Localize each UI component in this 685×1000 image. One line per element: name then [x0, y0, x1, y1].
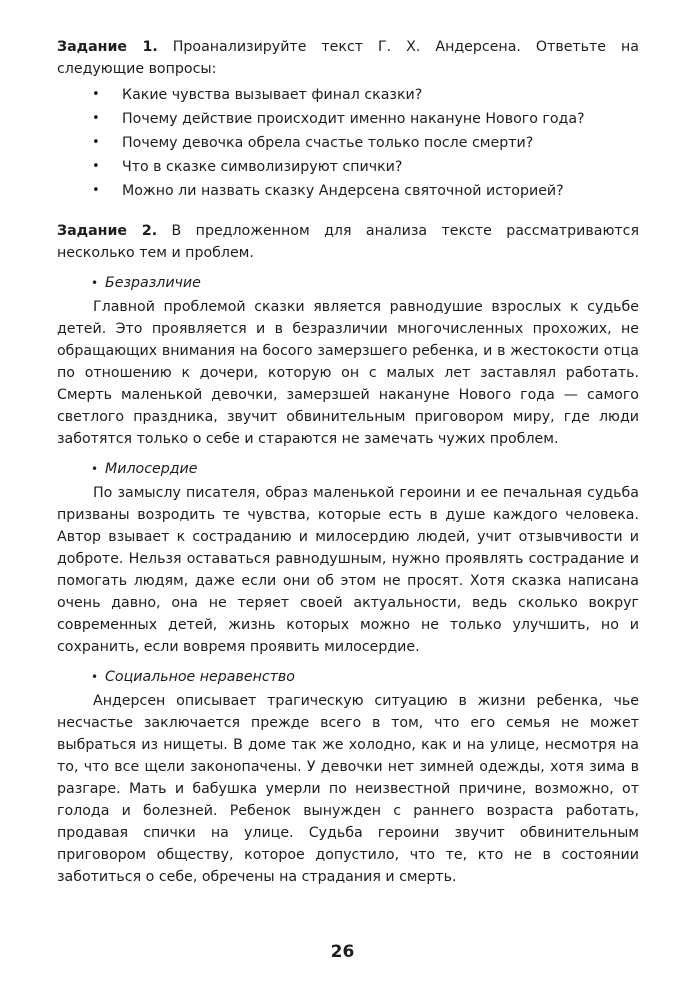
section-title-indifference [57, 272, 639, 294]
bullet-icon: • [91, 462, 99, 476]
section-title-social-inequality [57, 666, 639, 688]
section-paragraph-mercy: По замыслу писателя, образ маленькой героини и ее печальная судьба призваны возродить те чувства, которые есть в душе каждого человека. Автор взывает к состраданию и милосердию людей, учит отзывчивости и доброте. Нельзя оставаться равнодушным, нужно проявлять сострадание и помогать людям, даже если они об этом не просят. Хотя сказка написана очень давно, она не теряет своей актуальности, ведь сколько вокруг современных детей, жизнь которых можно не только улучшить, но и сохранить, если вовремя проявить милосердие. [57, 485, 639, 655]
task-2-label: Задание 2. [57, 223, 158, 239]
bullet-icon: • [92, 159, 100, 174]
section-paragraph-social-inequality: Андерсен описывает трагическую ситуацию в жизни ребенка, чье несчастье заключается прежде всего в том, что его семья не может выбраться из нищеты. В доме так же холодно, как и на улице, несмотря на то, что все щели законопачены. У девочки нет зимней одежды, хотя зима в разгаре. Мать и бабушка умерли по неизвестной причине, возможно, от голода и болезней. Ребенок вынужден с раннего возраста работать, продавая спички на улице. Судьба героини звучит обвинительным приговором обществу, которое допустило, что те, кто не в состоянии заботиться о себе, обречены на страдания и смерть. [57, 693, 639, 885]
page-number: 26 [330, 942, 355, 962]
section-title-text: Социальное неравенство [105, 669, 295, 685]
task-2-text: В предложенном для анализа тексте рассматриваются несколько тем и проблем. [57, 223, 639, 261]
question-text: Можно ли назвать сказку Андерсена святочной историей? [122, 183, 564, 199]
task-2 [57, 220, 639, 264]
bullet-icon: • [92, 183, 100, 198]
bullet-icon: • [92, 111, 100, 126]
question-item [57, 108, 639, 130]
question-text: Что в сказке символизируют спички? [122, 159, 403, 175]
task-1 [57, 36, 639, 80]
section-paragraph-indifference: Главной проблемой сказки является равнодушие взрослых к судьбе детей. Это проявляется и в безразличии многочисленных прохожих, не обращающих внимания на босого замерзшего ребенка, и в жестокости отца по отношению к дочери, которую он с малых лет заставлял работать. Смерть маленькой девочки, замерзшей накануне Нового года — самого светлого праздника, звучит обвинительным приговором миру, где люди заботятся только о себе и стараются не замечать чужих проблем. [57, 299, 639, 447]
question-item [57, 132, 639, 154]
section-title-mercy [57, 458, 639, 480]
task-1-text: Проанализируйте текст Г. Х. Андерсена. Ответьте на следующие вопросы: [57, 39, 639, 77]
bullet-icon: • [92, 87, 100, 102]
question-text: Почему девочка обрела счастье только после смерти? [122, 135, 534, 151]
question-item [57, 84, 639, 106]
section-title-text: Милосердие [105, 461, 198, 477]
bullet-icon: • [91, 276, 99, 290]
question-text: Почему действие происходит именно накануне Нового года? [122, 111, 585, 127]
question-item [57, 180, 639, 202]
bullet-icon: • [92, 135, 100, 150]
task-1-label: Задание 1. [57, 39, 158, 55]
section-title-text: Безразличие [105, 275, 201, 291]
question-text: Какие чувства вызывает финал сказки? [122, 87, 423, 103]
bullet-icon: • [91, 670, 99, 684]
question-list [57, 84, 639, 202]
question-item [57, 156, 639, 178]
